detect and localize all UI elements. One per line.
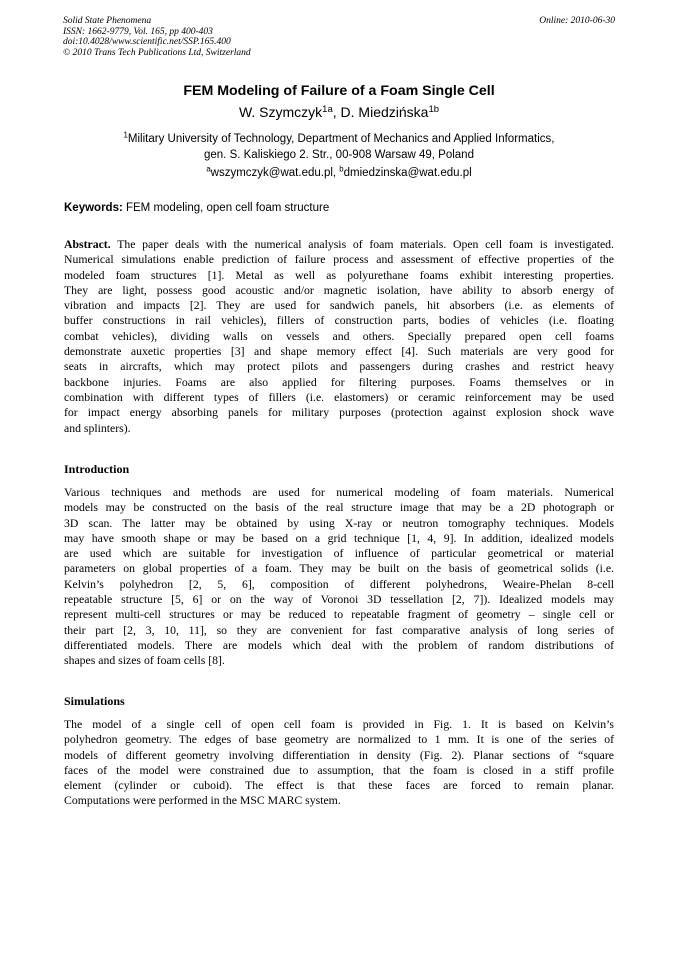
author-name: W. Szymczyk xyxy=(238,104,323,120)
paragraph-line: shapes and sizes of foam cells [8]. xyxy=(64,654,225,668)
paragraph-line: are used which are suitable for investigation of influence of particular geometrical or material xyxy=(64,547,614,561)
keywords-text: FEM modeling, open cell foam structure xyxy=(122,202,330,214)
paragraph-line: Kelvin’s polyhedron [2, 5, 6], composition of different polyhedrons, Weaire-Phelan 8-cell xyxy=(64,577,614,591)
paragraph-line: modeled foam structures [1]. Metal as well as polyurethane foams exhibit interesting properties. xyxy=(64,268,614,282)
paragraph-line: Abstract. The paper deals with the numerical analysis of foam materials. Open cell foam is investigated. xyxy=(64,238,614,251)
introduction-paragraph xyxy=(64,485,614,669)
affiliation-line: gen. S. Kaliskiego 2. Str., 00-908 Warsaw 49, Poland xyxy=(204,148,474,161)
affiliation-line: $^1$Military University of Technology, Department of Mechanics and Applied Informatics, xyxy=(123,130,555,145)
paragraph-line: Numerical simulations enable prediction of failure process and assessment of effective properties of the xyxy=(64,253,614,267)
author-superscript: 1a xyxy=(322,103,333,115)
affiliation-superscript: 1 xyxy=(123,130,128,140)
paragraph-line: their part [2, 3, 10, 11], so they are convenient for fast comparative analysis of long series of xyxy=(64,623,614,637)
affiliation xyxy=(0,132,678,163)
paragraph-line: The model of a single cell of open cell foam is provided in Fig. 1. It is based on Kelvin’s xyxy=(64,718,614,731)
paragraph-line: faces of the model were constrained due to assumption, that the foam is closed in a stiff profile xyxy=(64,763,614,777)
paragraph-line: models may be constructed on the basis of the real structure image that may be a 2D photograph or xyxy=(64,501,614,515)
online-date: Online: 2010-06-30 xyxy=(539,16,615,26)
paragraph-line: Computations were performed in the MSC MARC system. xyxy=(64,794,341,808)
paragraph-line: differentiated models. There are models which deal with the problem of random distributions of xyxy=(64,638,614,652)
paragraph-line: They are light, possess good acoustic and/or magnetic isolation, have ability to absorb energy of xyxy=(64,283,614,297)
paragraph-line: for impact energy absorbing panels for military purposes (protection against explosion shock wave xyxy=(64,406,614,420)
email-superscript: a xyxy=(206,164,211,174)
paragraph-line: seats in aircrafts, which may protect pilots and passengers during crashes and restrict heavy xyxy=(64,360,614,374)
paragraph-line: element (cylinder or cuboid). The effect is that these faces are forced to remain planar. xyxy=(64,779,614,793)
email-superscript: b xyxy=(339,164,344,174)
abstract-label: Abstract. xyxy=(64,238,111,251)
paragraph-line: and splinters). xyxy=(64,421,131,435)
paragraph-line: vibration and impacts [2]. They are used for sandwich panels, hit absorbers (i.e. as elements of xyxy=(64,299,614,313)
keywords-label: Keywords: xyxy=(64,202,123,214)
author-separator: , xyxy=(332,104,341,120)
paper-title: FEM Modeling of Failure of a Foam Single Cell xyxy=(183,83,495,99)
author-emails: $^a$wszymczyk@wat.edu.pl, $^b$dmiedzinska@wat.edu.pl xyxy=(206,164,472,179)
paragraph-line: combat vehicles), dividing walls on vessels and others. Specially prepared open cell foams xyxy=(64,329,614,343)
journal-issn: ISSN: 1662-9779, Vol. 165, pp 400-403 xyxy=(63,26,213,37)
paragraph-line: 3D scan. The latter may be obtained by using X-ray or neutron tomography techniques. Models xyxy=(64,516,614,530)
paragraph-line: buffer constructions in rail vehicles), fillers of construction parts, bodies of vehicles (i.e. floating xyxy=(64,314,614,328)
simulations-paragraph xyxy=(64,717,614,809)
paragraph-line: parameters on global properties of a foam. They may be built on the basis of geometrical solids (i.e. xyxy=(64,562,614,576)
author-superscript: 1b xyxy=(428,103,440,115)
email-address: wszymczyk@wat.edu.pl xyxy=(210,167,333,179)
journal-header xyxy=(63,16,251,58)
paragraph-line: represent multi-cell structures or may be reduced to repeatable fragment of geometry – single cell or xyxy=(64,608,614,622)
journal-name: Solid State Phenomena xyxy=(63,16,152,26)
abstract-paragraph xyxy=(64,237,614,436)
section-heading-introduction: Introduction xyxy=(64,462,130,476)
section-heading-simulations: Simulations xyxy=(64,694,125,708)
paragraph-line: models of different geometry involving differentiation in density (Fig. 2). Planar sections of “square xyxy=(64,748,614,762)
paragraph-line: may have smooth shape or may be based on a grid technique [1, 4, 9]. In addition, idealized models xyxy=(64,531,614,545)
email-address: dmiedzinska@wat.edu.pl xyxy=(343,167,472,179)
author-name: D. Miedzińska xyxy=(340,104,429,120)
journal-doi: doi:10.4028/www.scientific.net/SSP.165.400 xyxy=(63,37,231,48)
paragraph-line: backbone injuries. Foams are also applied for filtering purposes. Foams themselves or in xyxy=(64,375,614,389)
paragraph-line: polyhedron geometry. The edges of base geometry are normalized to 1 mm. It is one of the series of xyxy=(64,733,614,747)
paragraph-line: Various techniques and methods are used for numerical modeling of foam materials. Numerical xyxy=(64,486,614,499)
paragraph-line: demonstrate auxetic properties [3] and shape memory effect [4]. Such materials are very good for xyxy=(64,345,614,359)
keywords xyxy=(64,202,329,214)
paragraph-line: repeatable structure [5, 6] or on the way of Voronoi 3D tessellation [2, 7]). Idealized models may xyxy=(64,593,614,607)
paragraph-line: combination with different types of fillers (i.e. elastomers) or ceramic reinforcement may be used xyxy=(64,390,614,404)
journal-copyright: © 2010 Trans Tech Publications Ltd, Switzerland xyxy=(63,47,251,58)
author-list xyxy=(0,104,678,120)
